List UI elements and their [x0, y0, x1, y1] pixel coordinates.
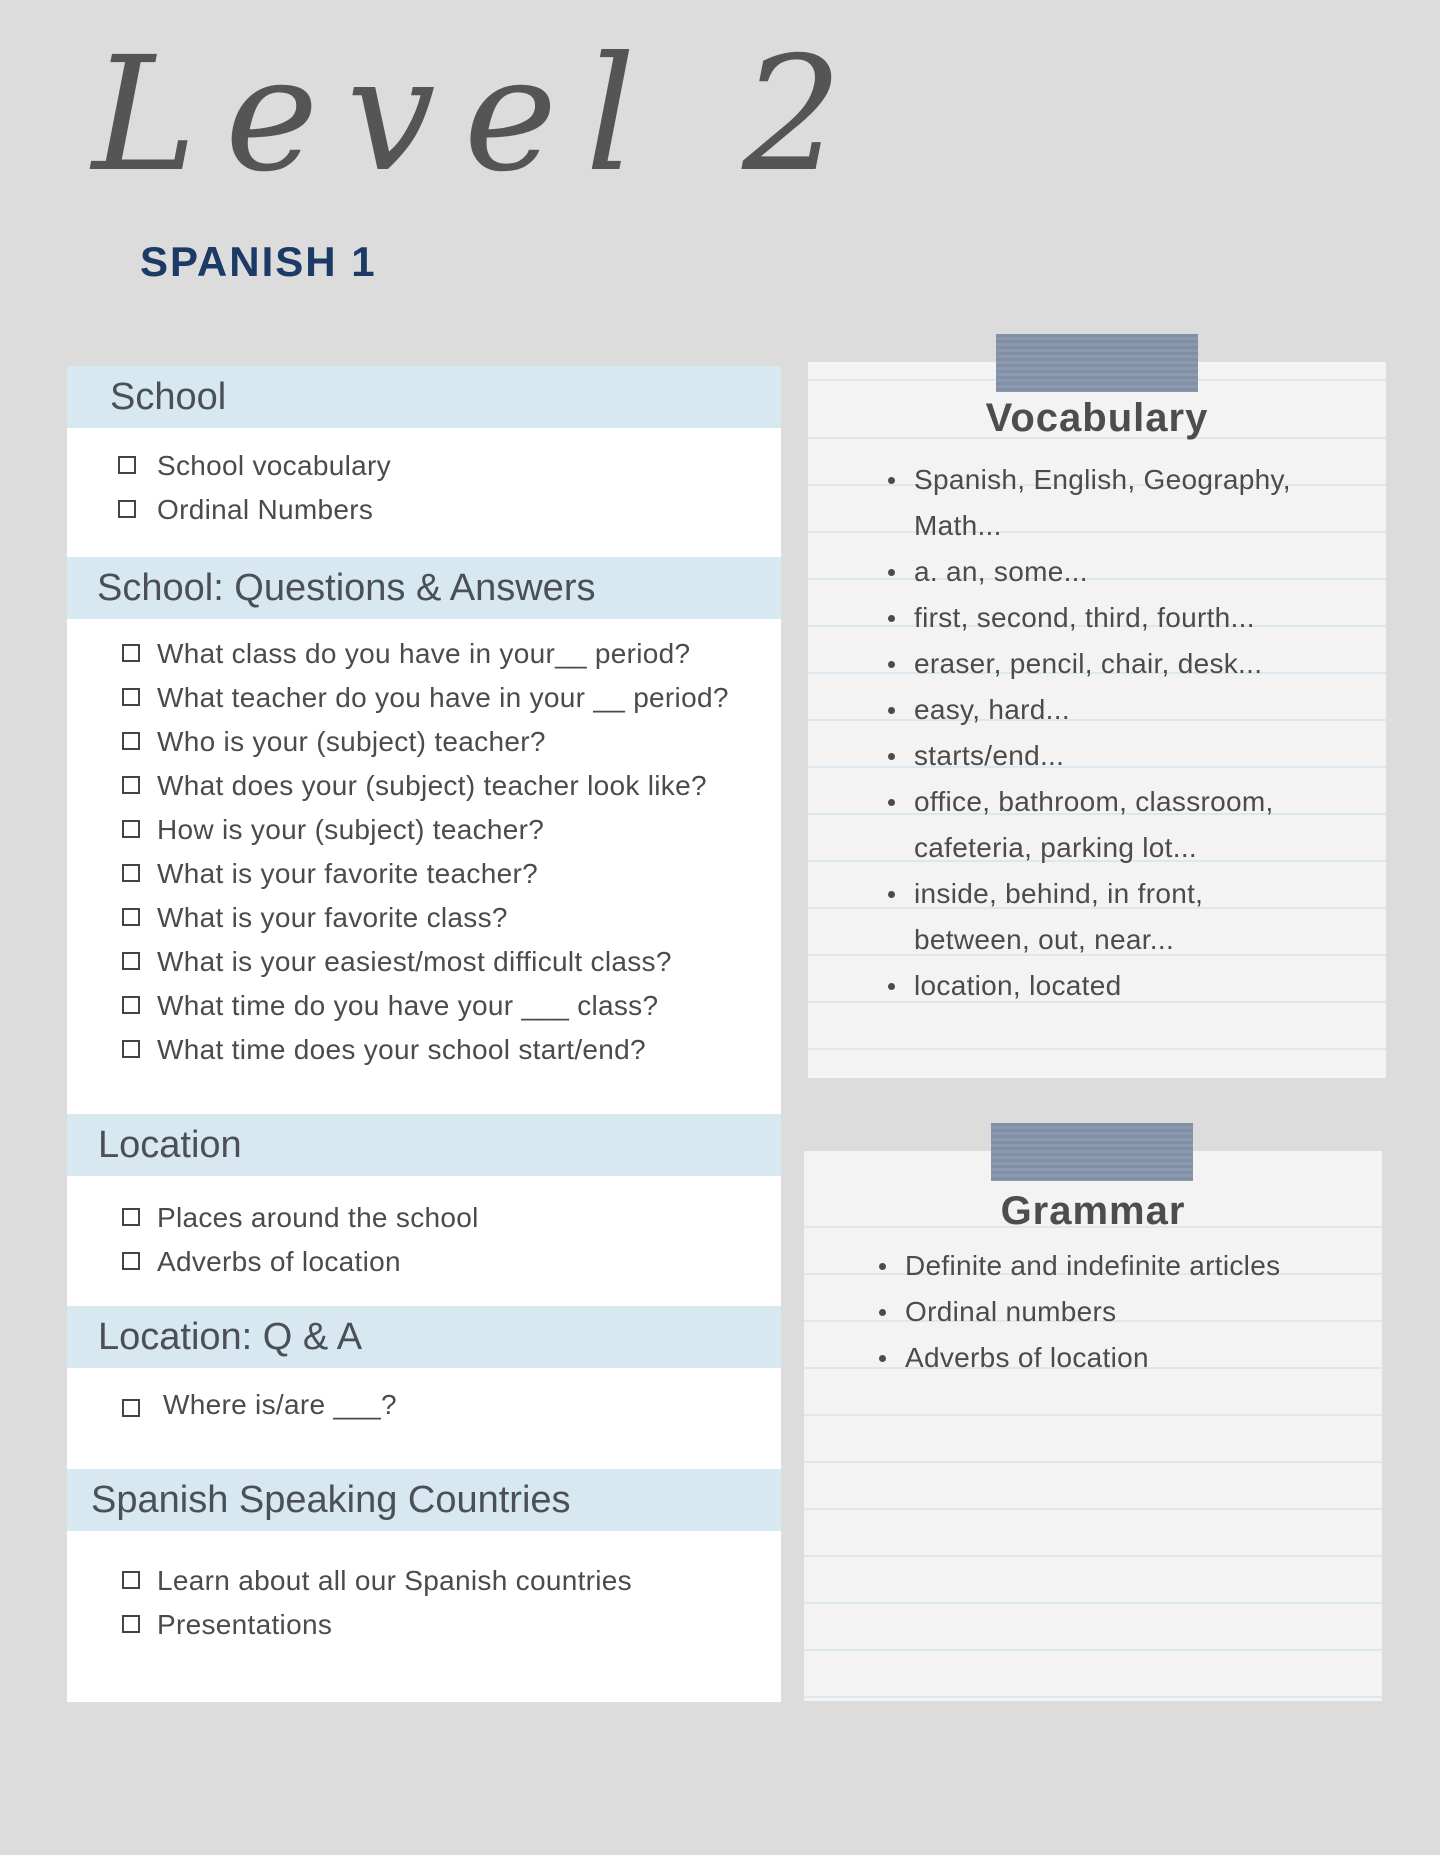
checkbox-icon[interactable] — [118, 456, 136, 474]
checklist-item[interactable] — [67, 940, 781, 984]
grammar-note — [804, 1151, 1382, 1701]
checklist-item-label: What teacher do you have in your __ period? — [157, 682, 729, 713]
checklist-item-label: What is your favorite class? — [157, 902, 508, 933]
checkbox-icon[interactable] — [122, 1399, 140, 1417]
checklist-item[interactable] — [67, 1028, 781, 1072]
vocabulary-note — [808, 362, 1386, 1078]
section-header-school-qa: School: Questions & Answers — [67, 557, 781, 619]
checkbox-icon[interactable] — [122, 1208, 140, 1226]
section-header-school: School — [67, 366, 781, 428]
list-item: inside, behind, in front, between, out, near... — [914, 871, 1374, 963]
checklist-item[interactable] — [67, 1196, 781, 1240]
list-item: first, second, third, fourth... — [914, 595, 1374, 641]
list-item: a. an, some... — [914, 549, 1374, 595]
list-item: easy, hard... — [914, 687, 1374, 733]
checkbox-icon[interactable] — [118, 500, 136, 518]
school-qa-checklist — [67, 632, 781, 1072]
checkbox-icon[interactable] — [122, 864, 140, 882]
location-qa-checklist — [67, 1383, 781, 1427]
list-item: office, bathroom, classroom, cafeteria, parking lot... — [914, 779, 1374, 871]
list-item: Adverbs of location — [905, 1335, 1365, 1381]
list-item: eraser, pencil, chair, desk... — [914, 641, 1374, 687]
checkbox-icon[interactable] — [122, 908, 140, 926]
list-item: location, located — [914, 963, 1374, 1009]
checklist-item[interactable] — [67, 896, 781, 940]
checklist-item[interactable] — [67, 720, 781, 764]
list-item: Ordinal numbers — [905, 1289, 1365, 1335]
checklist-item-label: Presentations — [157, 1609, 333, 1640]
checklist-item[interactable] — [67, 632, 781, 676]
checklist-item-label: What time do you have your ___ class? — [157, 990, 659, 1021]
checkbox-icon[interactable] — [122, 644, 140, 662]
list-item: starts/end... — [914, 733, 1374, 779]
checklist-item-label: Learn about all our Spanish countries — [157, 1565, 632, 1596]
checklist-item-label: Where is/are ___? — [163, 1389, 397, 1420]
checkbox-icon[interactable] — [122, 1571, 140, 1589]
checkbox-icon[interactable] — [122, 732, 140, 750]
checklist-item-label: What time does your school start/end? — [157, 1034, 646, 1065]
checklist-item-label: What class do you have in your__ period? — [157, 638, 691, 669]
page-subtitle: SPANISH 1 — [140, 238, 377, 285]
list-item: Spanish, English, Geography, Math... — [914, 457, 1374, 549]
checklist-item[interactable] — [67, 808, 781, 852]
vocabulary-list — [914, 457, 1374, 1009]
checklist-item[interactable] — [67, 444, 781, 488]
section-header-location: Location — [67, 1114, 781, 1176]
tape-decoration — [991, 1123, 1193, 1181]
location-checklist — [67, 1196, 781, 1284]
checklist-item[interactable] — [67, 1240, 781, 1284]
list-item: Definite and indefinite articles — [905, 1243, 1365, 1289]
checkbox-icon[interactable] — [122, 688, 140, 706]
checklist-item-label: School vocabulary — [157, 450, 391, 481]
checkbox-icon[interactable] — [122, 1252, 140, 1270]
school-checklist — [67, 444, 781, 532]
page-title: Level 2 — [92, 23, 871, 207]
checklist-item-label: What is your easiest/most difficult class? — [157, 946, 672, 977]
checklist-item[interactable] — [67, 488, 781, 532]
grammar-list — [905, 1243, 1365, 1381]
grammar-title: Grammar — [1000, 1189, 1186, 1233]
checklist-item[interactable] — [67, 1559, 781, 1603]
checklist-item-label: Who is your (subject) teacher? — [157, 726, 546, 757]
checklist-item[interactable] — [67, 1383, 781, 1427]
countries-checklist — [67, 1559, 781, 1647]
vocabulary-title: Vocabulary — [985, 396, 1209, 440]
checkbox-icon[interactable] — [122, 1040, 140, 1058]
checklist-item-label: Places around the school — [157, 1202, 479, 1233]
checkbox-icon[interactable] — [122, 996, 140, 1014]
checklist-item-label: What is your favorite teacher? — [157, 858, 538, 889]
checklist-item[interactable] — [67, 676, 781, 720]
checklist-item-label: What does your (subject) teacher look like? — [157, 770, 707, 801]
checklist-item[interactable] — [67, 984, 781, 1028]
tape-decoration — [996, 334, 1198, 392]
checklist-card — [67, 366, 781, 1702]
checkbox-icon[interactable] — [122, 820, 140, 838]
section-header-location-qa: Location: Q & A — [67, 1306, 781, 1368]
checklist-item-label: Adverbs of location — [157, 1246, 401, 1277]
checkbox-icon[interactable] — [122, 1615, 140, 1633]
checkbox-icon[interactable] — [122, 952, 140, 970]
checklist-item-label: How is your (subject) teacher? — [157, 814, 545, 845]
section-header-countries: Spanish Speaking Countries — [67, 1469, 781, 1531]
checkbox-icon[interactable] — [122, 776, 140, 794]
checklist-item[interactable] — [67, 852, 781, 896]
checklist-item-label: Ordinal Numbers — [157, 494, 374, 525]
checklist-item[interactable] — [67, 1603, 781, 1647]
checklist-item[interactable] — [67, 764, 781, 808]
